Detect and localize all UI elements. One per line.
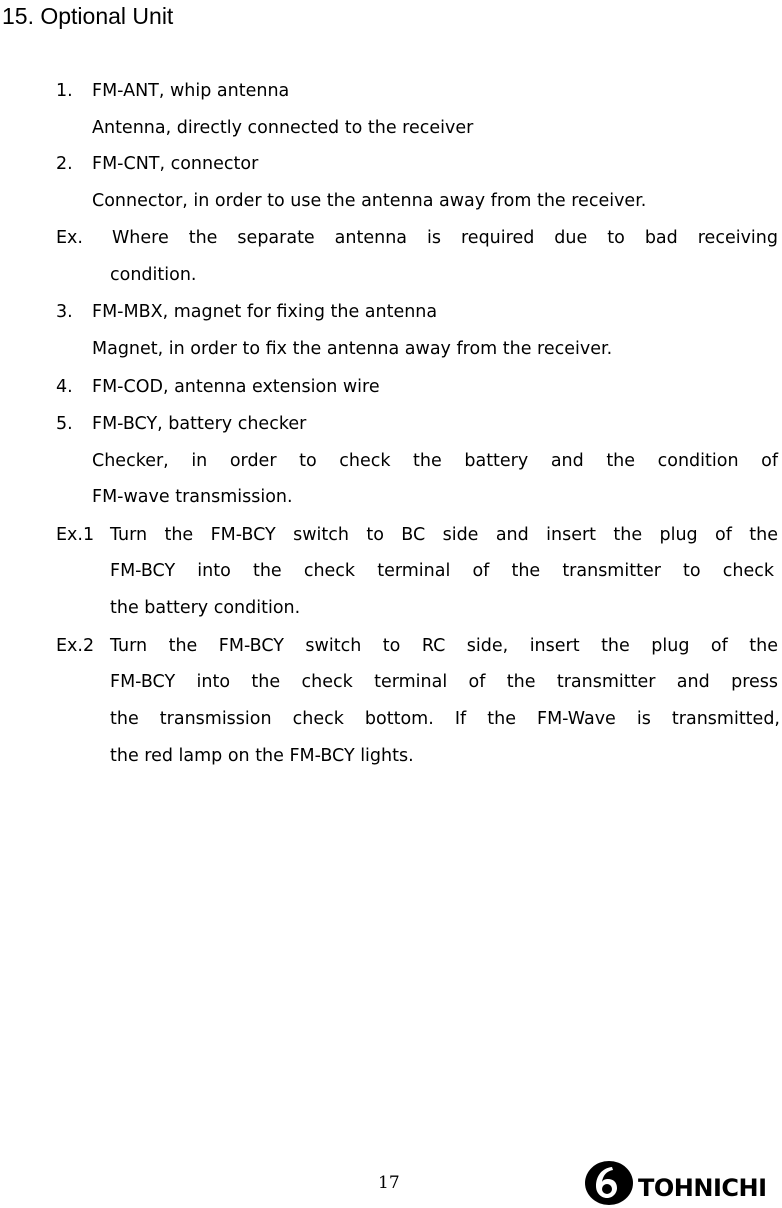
item-description xyxy=(110,557,778,585)
item-text: FM-BCY into the check terminal of the transmitter and press xyxy=(110,672,778,692)
item-description xyxy=(110,594,778,622)
item-marker: 5. xyxy=(56,414,73,434)
example-item xyxy=(56,521,778,549)
item-marker: 1. xyxy=(56,81,73,101)
section-title: 15. Optional Unit xyxy=(2,3,174,29)
item-text: the red lamp on the FM-BCY lights. xyxy=(110,746,414,766)
item-text: FM-BCY, battery checker xyxy=(92,414,307,434)
item-text: Checker, in order to check the battery and the condition of xyxy=(92,451,778,471)
logo-text: TOHNICHI xyxy=(638,1174,767,1202)
item-description xyxy=(92,447,778,475)
item-marker: 3. xyxy=(56,302,73,322)
item-text: the transmission check bottom. If the FM-Wave is transmitted, xyxy=(110,709,780,729)
example-item xyxy=(56,632,778,660)
example-marker: Ex.1 xyxy=(56,525,95,545)
list-item xyxy=(56,410,776,438)
item-text: Turn the FM-BCY switch to RC side, insert the plug of the xyxy=(110,636,778,656)
item-description xyxy=(110,668,778,696)
page-number: 17 xyxy=(378,1173,400,1193)
item-text: Connector, in order to use the antenna away from the receiver. xyxy=(92,191,647,211)
item-text: Antenna, directly connected to the receiver xyxy=(92,118,474,138)
item-text: Where the separate antenna is required due to bad receiving xyxy=(112,228,778,248)
item-description xyxy=(92,335,776,363)
item-text: FM-ANT, whip antenna xyxy=(92,81,290,101)
example-marker: Ex.2 xyxy=(56,636,95,656)
item-text: Magnet, in order to fix the antenna away from the receiver. xyxy=(92,339,613,359)
item-description xyxy=(110,261,778,289)
item-marker: 2. xyxy=(56,154,73,174)
item-description xyxy=(110,742,778,770)
item-description xyxy=(110,705,780,733)
item-text: Turn the FM-BCY switch to BC side and insert the plug of the xyxy=(110,525,778,545)
item-description xyxy=(92,187,776,215)
item-text: FM-BCY into the check terminal of the transmitter to check xyxy=(110,561,774,581)
list-item xyxy=(56,373,776,401)
item-text: FM-MBX, magnet for fixing the antenna xyxy=(92,302,438,322)
item-marker: 4. xyxy=(56,377,73,397)
item-text: condition. xyxy=(110,265,197,285)
example-marker: Ex. xyxy=(56,228,83,248)
item-text: the battery condition. xyxy=(110,598,301,618)
list-item xyxy=(56,77,776,105)
list-item xyxy=(56,298,776,326)
list-item xyxy=(56,150,776,178)
example-item xyxy=(56,224,778,252)
tohnichi-logo-icon xyxy=(584,1160,634,1206)
item-text: FM-COD, antenna extension wire xyxy=(92,377,380,397)
company-logo xyxy=(584,1160,780,1208)
item-text: FM-wave transmission. xyxy=(92,487,293,507)
item-description xyxy=(92,114,776,142)
item-description xyxy=(92,483,778,511)
item-text: FM-CNT, connector xyxy=(92,154,259,174)
